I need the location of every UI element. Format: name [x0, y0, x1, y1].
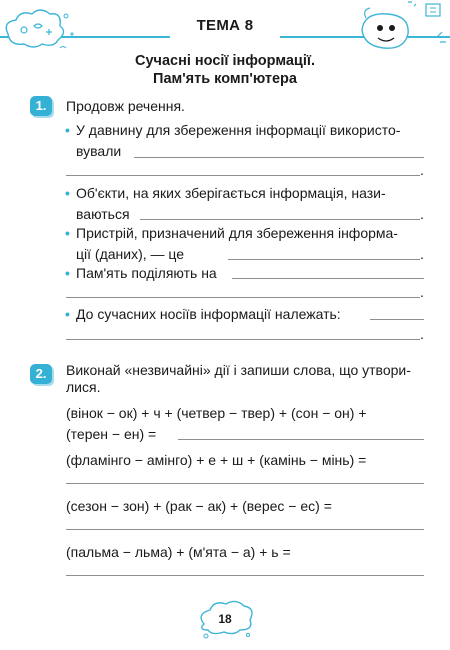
answer-line[interactable]	[370, 319, 424, 320]
topic-label: ТЕМА 8	[170, 14, 280, 38]
word-puzzle: (фламінго − амінго) + е + ш + (камінь − мінь) =	[66, 452, 367, 468]
answer-line[interactable]	[232, 278, 424, 279]
word-puzzle: (пальма − льма) + (м'ята − а) + ь =	[66, 544, 291, 560]
period: .	[420, 162, 424, 178]
period: .	[420, 326, 424, 342]
answer-line[interactable]	[66, 175, 420, 176]
task-instruction: Виконай «незвичайні» дії і запиши слова, що утвори-	[66, 362, 411, 378]
answer-line[interactable]	[66, 483, 424, 484]
answer-line[interactable]	[66, 575, 424, 576]
sentence-start: ваються	[76, 206, 130, 222]
sentence-start: • Пристрій, призначений для збереження інформа-	[76, 224, 398, 242]
answer-line[interactable]	[66, 297, 420, 298]
cloud-doodle-icon	[0, 4, 80, 56]
task-number-badge: 2.	[30, 364, 52, 384]
character-doodle-icon	[352, 0, 450, 50]
page-title-line1: Сучасні носії інформації.	[135, 53, 315, 69]
word-puzzle: (сезон − зон) + (рак − ак) + (верес − ес) =	[66, 498, 332, 514]
answer-line[interactable]	[66, 339, 420, 340]
word-puzzle: (терен − ен) =	[66, 426, 157, 442]
page-title-line2: Пам'ять комп'ютера	[153, 71, 297, 87]
answer-line[interactable]	[66, 529, 424, 530]
word-puzzle: (вінок − ок) + ч + (четвер − твер) + (сон − он) +	[66, 405, 367, 421]
page-number: 18	[218, 612, 232, 626]
period: .	[420, 284, 424, 300]
task-instruction: Продовж речення.	[66, 98, 185, 114]
answer-line[interactable]	[228, 259, 420, 260]
period: .	[420, 206, 424, 222]
sentence-start: • У давнину для збереження інформації використо-	[76, 121, 400, 139]
answer-line[interactable]	[134, 157, 424, 158]
task-number-badge: 1.	[30, 96, 52, 116]
task-instruction: лися.	[66, 379, 101, 395]
answer-line[interactable]	[178, 439, 424, 440]
sentence-start: ції (даних), — це	[76, 246, 185, 262]
sentence-start: • Об'єкти, на яких зберігається інформація, нази-	[76, 184, 386, 202]
sentence-start: • До сучасних носіїв інформації належать:	[76, 305, 341, 323]
answer-line[interactable]	[140, 219, 420, 220]
sentence-start: • Пам'ять поділяють на	[76, 264, 217, 282]
period: .	[420, 246, 424, 262]
sentence-start: вували	[76, 143, 122, 159]
